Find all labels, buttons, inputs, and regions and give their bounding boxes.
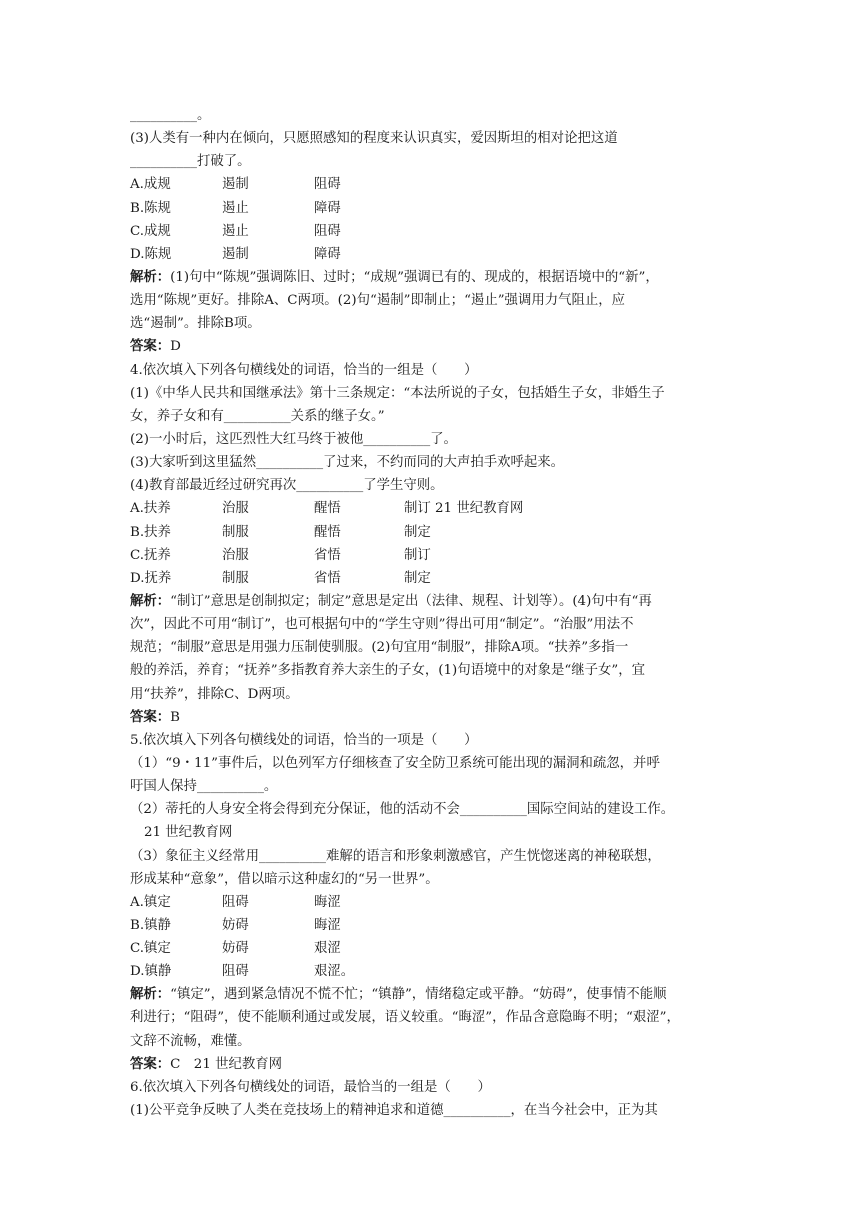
option-label: A.扶养 bbox=[130, 501, 171, 517]
text-line: (2)一小时后，这匹烈性大红马终于被他__________了。 bbox=[130, 431, 457, 447]
analysis-label: 解析： bbox=[130, 268, 171, 285]
analysis-text: “镇定”，遇到紧急情况不慌不忙；“镇静”，情绪稳定或平静。“妨碍”，使事情不能顺 bbox=[170, 987, 667, 1003]
analysis-label: 解析： bbox=[130, 592, 171, 609]
option-row bbox=[130, 937, 730, 960]
analysis-text: “制订”意思是创制拟定；制定”意思是定出（法律、规程、计划等）。(4)句中有“再 bbox=[170, 593, 652, 609]
text-line: (1)公平竞争反映了人类在竞技场上的精神追求和道德__________，在当今社会中，正为其 bbox=[130, 1103, 658, 1119]
answer-line bbox=[130, 335, 730, 358]
option-label: A.镇定 bbox=[130, 894, 171, 910]
analysis-line: 选“遏制”。排除B项。 bbox=[130, 316, 261, 332]
answer-label: 答案： bbox=[130, 1055, 171, 1072]
option-row bbox=[130, 497, 730, 520]
option-row bbox=[130, 243, 730, 266]
option-label: D.陈规 bbox=[130, 246, 172, 262]
option-word: 醒悟 bbox=[314, 524, 341, 540]
option-label: C.镇定 bbox=[130, 941, 171, 957]
question-title: 4.依次填入下列各句横线处的词语，恰当的一组是（ ） bbox=[130, 362, 478, 378]
text-line: __________打破了。 bbox=[130, 154, 251, 170]
answer-value: D bbox=[170, 339, 181, 355]
text-line: 吁国人保持__________。 bbox=[130, 779, 278, 795]
option-word: 遏止 bbox=[222, 200, 249, 216]
answer-value: C 21 世纪教育网 bbox=[170, 1056, 283, 1072]
option-label: D.镇静 bbox=[130, 964, 172, 980]
option-row bbox=[130, 173, 730, 196]
option-word: 治服 bbox=[222, 547, 249, 563]
option-row bbox=[130, 567, 730, 590]
option-row bbox=[130, 891, 730, 914]
answer-value: B bbox=[170, 709, 181, 725]
option-word: 治服 bbox=[222, 501, 249, 517]
text-line: 女，养子女和有__________关系的继子女。” bbox=[130, 408, 385, 424]
option-word: 艰涩 bbox=[314, 941, 341, 957]
option-word: 阻碍 bbox=[222, 894, 249, 910]
option-row bbox=[130, 960, 730, 983]
option-word: 妨碍 bbox=[222, 941, 249, 957]
option-label: D.抚养 bbox=[130, 570, 172, 586]
option-word: 醒悟 bbox=[314, 501, 341, 517]
option-row bbox=[130, 521, 730, 544]
option-word: 遏止 bbox=[222, 223, 249, 239]
text-line: （2）蒂托的人身安全将会得到充分保证，他的活动不会__________国际空间站的建设工作。 bbox=[130, 802, 675, 818]
analysis-line: 次”，因此不可用“制订”，也可根据句中的“学生守则”得出可用“制定”。“治服”用法不 bbox=[130, 617, 634, 633]
option-label: C.抚养 bbox=[130, 547, 171, 563]
option-word: 妨碍 bbox=[222, 917, 249, 933]
analysis-label: 解析： bbox=[130, 986, 171, 1003]
option-label: A.成规 bbox=[130, 177, 171, 193]
option-word: 制定 bbox=[404, 570, 431, 586]
analysis-line: 文辞不流畅，难懂。 bbox=[130, 1033, 251, 1049]
option-word: 障碍 bbox=[314, 200, 341, 216]
option-word: 制服 bbox=[222, 524, 249, 540]
analysis-line bbox=[130, 266, 730, 289]
option-word: 制定 bbox=[404, 524, 431, 540]
analysis-line bbox=[130, 590, 730, 613]
answer-label: 答案： bbox=[130, 708, 171, 725]
text-line: (4)教育部最近经过研究再次__________了学生守则。 bbox=[130, 478, 444, 494]
answer-line bbox=[130, 1053, 730, 1076]
option-label: B.镇静 bbox=[130, 917, 171, 933]
analysis-text: (1)句中“陈规”强调陈旧、过时；“成规”强调已有的、现成的，根据语境中的“新”， bbox=[170, 269, 659, 285]
option-word: 省悟 bbox=[314, 570, 341, 586]
option-row bbox=[130, 914, 730, 937]
answer-line bbox=[130, 706, 730, 729]
document-content bbox=[130, 104, 730, 1122]
option-label: C.成规 bbox=[130, 223, 171, 239]
option-label: B.扶养 bbox=[130, 524, 171, 540]
analysis-line: 般的养活，养育；“抚养”多指教育养大亲生的子女，(1)句语境中的对象是“继子女”，宜 bbox=[130, 663, 646, 679]
option-word: 制订 21 世纪教育网 bbox=[404, 501, 524, 517]
option-word: 制服 bbox=[222, 570, 249, 586]
option-row bbox=[130, 197, 730, 220]
text-line: (3)大家听到这里猛然__________了过来，不约而同的大声拍手欢呼起来。 bbox=[130, 455, 565, 471]
option-word: 遏制 bbox=[222, 177, 249, 193]
text-line: (1)《中华人民共和国继承法》第十三条规定：“本法所说的子女，包括婚生子女，非婚生子 bbox=[130, 385, 665, 401]
text-line: (3)人类有一种内在倾向，只愿照感知的程度来认识真实，爱因斯坦的相对论把这道 bbox=[130, 131, 618, 147]
option-word: 晦涩 bbox=[314, 917, 341, 933]
answer-label: 答案： bbox=[130, 338, 171, 355]
analysis-line: 规范；“制服”意思是用强力压制使驯服。(2)句宜用“制服”，排除A项。“扶养”多指一 bbox=[130, 640, 629, 656]
option-word: 阻碍 bbox=[222, 964, 249, 980]
text-line: （1）“9・11”事件后，以色列军方仔细核查了安全防卫系统可能出现的漏洞和疏忽，并呼 bbox=[130, 755, 660, 771]
option-word: 晦涩 bbox=[314, 894, 341, 910]
question-title: 6.依次填入下列各句横线处的词语，最恰当的一组是（ ） bbox=[130, 1079, 491, 1095]
analysis-line bbox=[130, 983, 730, 1006]
option-word: 阻碍 bbox=[314, 223, 341, 239]
option-row bbox=[130, 220, 730, 243]
option-word: 省悟 bbox=[314, 547, 341, 563]
option-word: 障碍 bbox=[314, 246, 341, 262]
text-line: __________。 bbox=[130, 108, 211, 123]
text-line: 21 世纪教育网 bbox=[144, 825, 233, 841]
option-row bbox=[130, 544, 730, 567]
option-label: B.陈规 bbox=[130, 200, 171, 216]
option-word: 艰涩。 bbox=[314, 964, 355, 980]
text-line: （3）象征主义经常用__________难解的语言和形象刺激感官，产生恍惚迷离的神秘联想， bbox=[130, 848, 661, 864]
option-word: 制订 bbox=[404, 547, 431, 563]
text-line: 形成某种“意象”，借以暗示这种虚幻的“另一世界”。 bbox=[130, 871, 439, 887]
question-title: 5.依次填入下列各句横线处的词语，恰当的一项是（ ） bbox=[130, 732, 478, 748]
analysis-line: 用“扶养”，排除C、D两项。 bbox=[130, 686, 299, 702]
analysis-line: 利进行；“阻碍”，使不能顺利通过或发展，语义较重。“晦涩”，作品含意隐晦不明；“艰涩”， bbox=[130, 1010, 680, 1026]
option-word: 阻碍 bbox=[314, 177, 341, 193]
analysis-line: 选用“陈规”更好。排除A、C两项。(2)句“遏制”即制止；“遏止”强调用力气阻止，应 bbox=[130, 293, 626, 309]
option-word: 遏制 bbox=[222, 246, 249, 262]
